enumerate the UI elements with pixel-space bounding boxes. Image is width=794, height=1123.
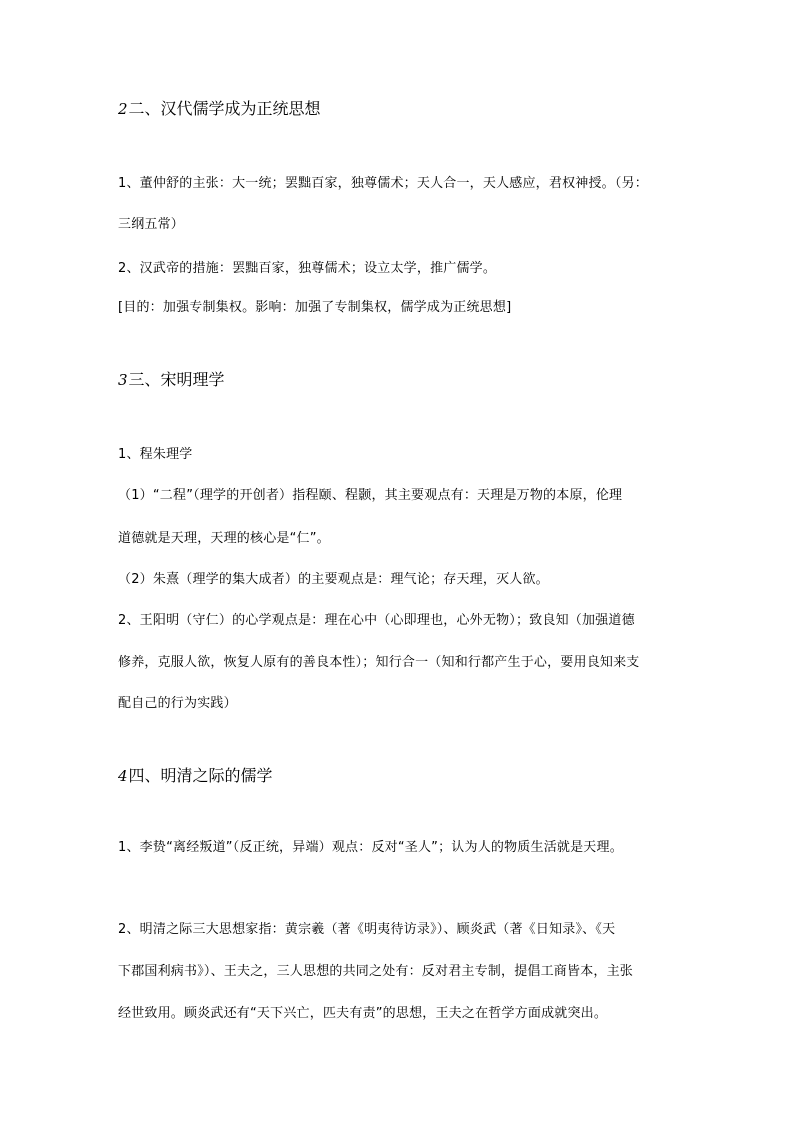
paragraph-line: 2、明清之际三大思想家指：黄宗羲（著《明夷待访录》）、顾炎武（著《日知录》、《天	[118, 922, 616, 937]
section-title: 三、宋明理学	[128, 370, 225, 389]
paragraph-line: 2、王阳明（守仁）的心学观点是：理在心中（心即理也，心外无物）；致良知（加强道德	[118, 613, 635, 628]
paragraph-line: [目的：加强专制集权。影响：加强了专制集权，儒学成为正统思想]	[118, 300, 512, 315]
paragraph-line: 经世致用。顾炎武还有“天下兴亡，匹夫有责”的思想，王夫之在哲学方面成就突出。	[118, 1006, 608, 1021]
section-number: 3	[118, 371, 128, 389]
section-number: 2	[118, 100, 128, 118]
paragraph-line: 1、李贽“离经叛道”（反正统，异端）观点：反对“圣人”；认为人的物质生活就是天理。	[118, 840, 623, 855]
paragraph-line: 三纲五常）	[118, 217, 185, 232]
section-number: 4	[118, 767, 128, 785]
paragraph-line: 道德就是天理，天理的核心是“仁”。	[118, 531, 330, 546]
paragraph-line: 配自己的行为实践）	[118, 696, 237, 711]
paragraph-line: 修养，克服人欲，恢复人原有的善良本性）；知行合一（知和行都产生于心，要用良知来支	[118, 655, 640, 670]
section-heading-han-confucianism	[118, 96, 321, 119]
section-heading-song-ming-neo-confucianism	[118, 367, 225, 390]
section-heading-ming-qing-confucianism	[118, 763, 273, 786]
section-title: 四、明清之际的儒学	[128, 766, 273, 785]
paragraph-line: 下郡国利病书》）、王夫之，三人思想的共同之处有：反对君主专制，提倡工商皆本，主张	[118, 964, 634, 979]
paragraph-line: 2、汉武帝的措施：罢黜百家，独尊儒术；设立太学，推广儒学。	[118, 261, 497, 276]
paragraph-line: （1）“二程”（理学的开创者）指程颐、程颢，其主要观点有：天理是万物的本原，伦理	[118, 488, 623, 503]
paragraph-line: 1、程朱理学	[118, 447, 193, 462]
paragraph-line: 1、董仲舒的主张：大一统；罢黜百家，独尊儒术；天人合一，天人感应，君权神授。（另：	[118, 176, 648, 191]
section-title: 二、汉代儒学成为正统思想	[128, 99, 321, 118]
paragraph-line: （2）朱熹（理学的集大成者）的主要观点是：理气论；存天理，灭人欲。	[118, 572, 549, 587]
